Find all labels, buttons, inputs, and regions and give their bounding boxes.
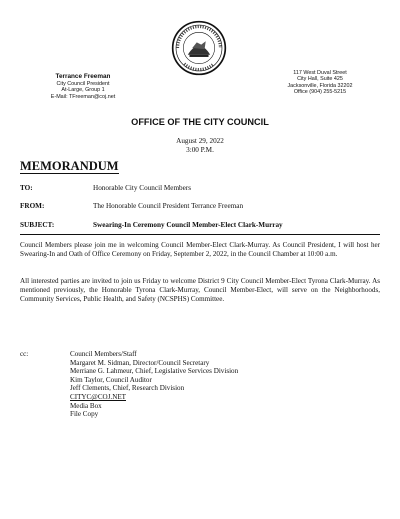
cc-label: cc:	[20, 350, 29, 358]
subject-label: SUBJECT:	[20, 221, 55, 229]
office-title: OFFICE OF THE CITY COUNCIL	[131, 117, 269, 127]
memo-heading: MEMORANDUM	[20, 159, 119, 173]
from-label: FROM:	[20, 202, 45, 210]
cc-item: Margaret M. Sidman, Director/Council Secretary	[70, 358, 210, 367]
from-value: The Honorable Council President Terrance Freeman	[93, 202, 244, 210]
city-seal-logo	[171, 20, 227, 76]
memo-time: 3:00 P.M.	[186, 146, 214, 154]
to-label: TO:	[20, 184, 33, 192]
subject-value: Swearing-In Ceremony Council Member-Elect Clark-Murray	[93, 221, 283, 229]
cc-item: Jeff Clements, Chief, Research Division	[70, 384, 185, 393]
sender-email: E-Mail: TFreeman@coj.net	[50, 93, 116, 100]
cc-item: Merriane G. Lahmeur, Chief, Legislative Services Division	[70, 367, 239, 376]
date-block	[0, 137, 400, 155]
cc-list	[70, 350, 238, 419]
sender-group: At-Large, Group 1	[61, 87, 105, 94]
cc-item: Kim Taylor, Council Auditor	[70, 375, 152, 384]
sender-title: City Council President	[56, 80, 110, 87]
address-suite: City Hall, Suite 425	[297, 76, 343, 83]
memo-date: August 29, 2022	[176, 137, 224, 145]
office-address-block	[270, 70, 370, 95]
address-city: Jacksonville, Florida 32202	[287, 82, 353, 89]
sender-name: Terrance Freeman	[55, 73, 111, 80]
cc-item: File Copy	[70, 410, 99, 419]
address-phone: Office (904) 255-5215	[293, 88, 347, 95]
sender-contact-block	[28, 73, 138, 100]
cc-item: Media Box	[70, 401, 102, 410]
body-paragraph-2: All interested parties are invited to join us Friday to welcome District 9 City Council Member-Elect Tyrona Clark-Murray. As mentioned previously, the Honorable Tyrona Clark-Murray, Council Member-Elect, will serve on the Neighborhoods, Community Services, Public Health, and Safety (NCSPHS) Committee.	[20, 277, 380, 303]
address-street: 117 West Duval Street	[293, 70, 347, 76]
body-paragraph-1: Council Members please join me in welcoming Council Member-Elect Clark-Murray. As Council President, I will host her Swearing-In and Oath of Office Ceremony on Friday, September 2, 2022, in the Council Chamber at 10:00 a.m.	[20, 241, 380, 258]
cc-item: Council Members/Staff	[70, 350, 137, 358]
cc-email-link[interactable]: CITYC@COJ.NET	[70, 392, 126, 401]
to-value: Honorable City Council Members	[93, 184, 192, 192]
divider	[20, 234, 380, 235]
